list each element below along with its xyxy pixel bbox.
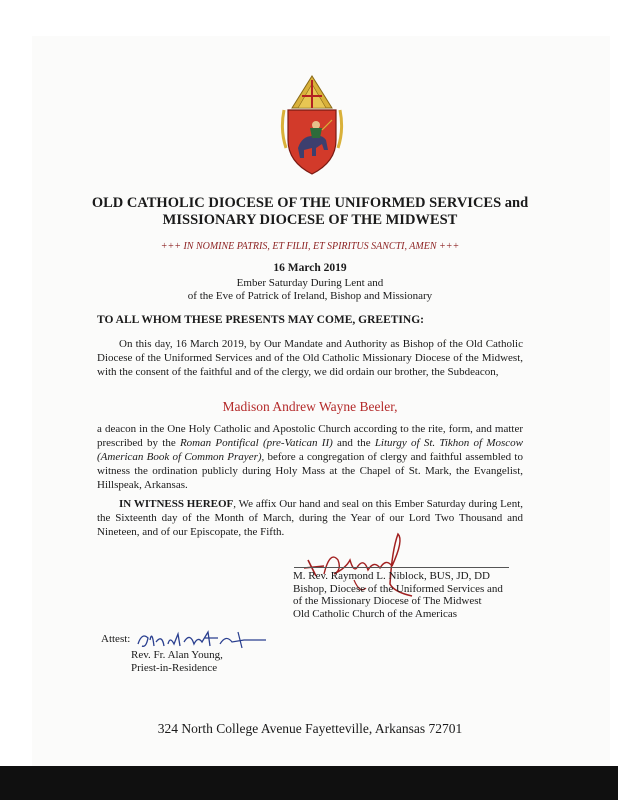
- scan-margin-top: [0, 0, 618, 36]
- bishop-title-line-1: Bishop, Diocese of the Uniformed Services and: [293, 582, 503, 595]
- bishop-signature-block: [293, 570, 543, 620]
- scan-margin-left: [0, 36, 32, 766]
- diocese-address: 324 North College Avenue Fayetteville, Arkansas 72701: [157, 721, 463, 736]
- greeting: TO ALL WHOM THESE PRESENTS MAY COME, GREETING:: [97, 314, 424, 326]
- scan-margin-bottom: [0, 766, 618, 800]
- attest-name: Rev. Fr. Alan Young,: [131, 649, 223, 661]
- rite-text-2: and the: [332, 437, 375, 449]
- attest-label: Attest:: [101, 633, 131, 645]
- attest-title: Priest-in-Residence: [131, 661, 218, 674]
- rite-text-3: before a congregation of clergy and faithful assembled to witness the ordination publicly during Holy Mass at the Chapel of St. Mark, the Evangelist, Hillspeak, Arkansas.: [97, 451, 523, 491]
- rite-paragraph: [97, 422, 523, 492]
- bishop-title-line-2: of the Missionary Diocese of The Midwest: [293, 595, 482, 608]
- witness-text: , We affix Our hand and seal on this Ember Saturday during Lent, the Sixteenth day of the Month of March, during the Year of our Lord Two Thousand and Nineteen, and of our Episcopate, the Fifth.: [97, 498, 523, 538]
- occasion-line-1: Ember Saturday During Lent and: [236, 277, 384, 289]
- invocation: +++ IN NOMINE PATRIS, ET FILII, ET SPIRITUS SANCTI, AMEN +++: [160, 241, 460, 252]
- liturgy-title: Liturgy of St. Tikhon of Moscow (American Book of Common Prayer),: [97, 437, 523, 463]
- bishop-title-line-3: Old Catholic Church of the Americas: [293, 607, 458, 620]
- diocese-title-line-1: OLD CATHOLIC DIOCESE OF THE UNIFORMED SERVICES and: [91, 195, 529, 211]
- document-date: 16 March 2019: [273, 262, 347, 274]
- pontifical-title: Roman Pontifical (pre-Vatican II): [179, 437, 333, 449]
- bishop-signature-rule: [294, 567, 509, 568]
- diocese-title-line-2: MISSIONARY DIOCESE OF THE MIDWEST: [162, 212, 458, 228]
- rite-text-1: a deacon in the One Holy Catholic and Apostolic Church according to the rite, form, and matter prescribed by the: [97, 423, 523, 449]
- occasion-line-2: of the Eve of Patrick of Ireland, Bishop and Missionary: [187, 290, 433, 302]
- coat-of-arms-icon: [272, 70, 352, 180]
- ordination-paragraph: On this day, 16 March 2019, by Our Mandate and Authority as Bishop of the Old Catholic Diocese of the Uniformed Services and of the Old Catholic Missionary Diocese of the Midwest, with the consent of the faithful and of the clergy, we did ordain our brother, the Subdeacon,: [97, 338, 523, 378]
- ordinand-name: Madison Andrew Wayne Beeler,: [222, 399, 398, 414]
- witness-lead: IN WITNESS HEREOF: [119, 498, 234, 510]
- scan-margin-right: [610, 36, 618, 766]
- attest-signature-block: [131, 649, 223, 674]
- bishop-name: M. Rev. Raymond L. Niblock, BUS, JD, DD: [293, 570, 490, 582]
